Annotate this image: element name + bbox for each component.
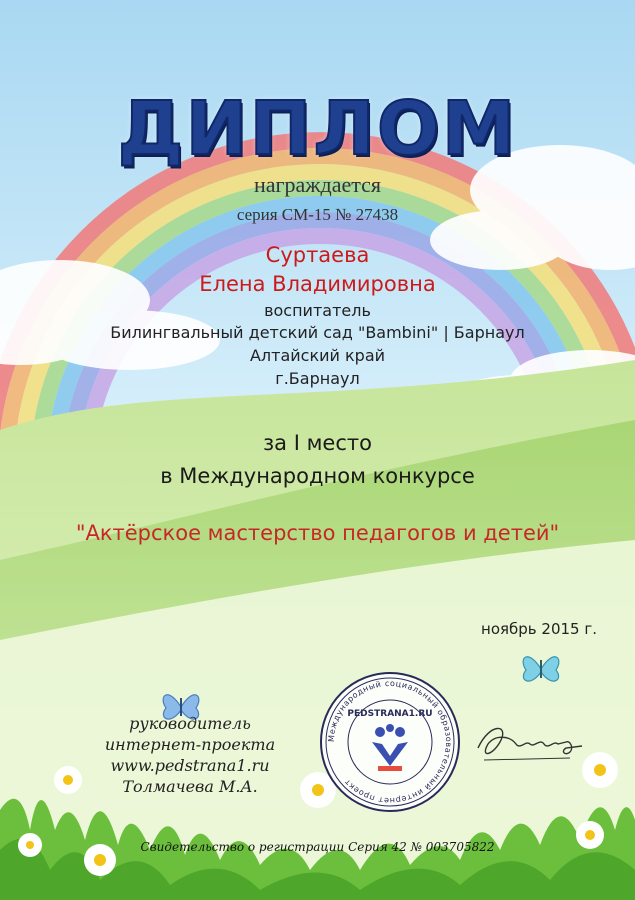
- leader-website: www.pedstrana1.ru: [110, 756, 270, 775]
- diploma-title: ДИПЛОМ: [117, 86, 518, 172]
- signature: [470, 712, 590, 772]
- leader-project: интернет-проекта: [104, 735, 276, 754]
- contest-name: "Актёрское мастерство педагогов и детей": [75, 521, 560, 545]
- seal-ring-text: Международный социальный образовательный интернет проект: [326, 678, 454, 806]
- leader-name: Толмачева М.А.: [122, 777, 258, 796]
- registration-certificate: Свидетельство о регистрации Серия 42 № 003705822: [140, 840, 495, 854]
- award-place: за I место: [263, 431, 372, 455]
- butterfly-icon: [518, 646, 564, 692]
- series-number: серия СМ-15 № 27438: [236, 205, 399, 224]
- recipient-position: воспитатель: [264, 301, 371, 320]
- recipient-name: Елена Владимировна: [199, 272, 436, 296]
- recipient-organization: Билингвальный детский сад "Bambini" | Барнаул: [110, 323, 525, 342]
- leader-title: руководитель: [129, 714, 251, 733]
- recipient-city: г.Барнаул: [275, 369, 360, 388]
- award-contest: в Международном конкурсе: [160, 464, 475, 488]
- official-seal: [318, 670, 462, 814]
- recipient-surname: Суртаева: [265, 243, 370, 267]
- issue-date: ноябрь 2015 г.: [481, 620, 597, 638]
- awarded-subtitle: награждается: [253, 172, 381, 197]
- seal-site: PEDSTRANA1.RU: [347, 709, 433, 719]
- recipient-region: Алтайский край: [249, 346, 386, 365]
